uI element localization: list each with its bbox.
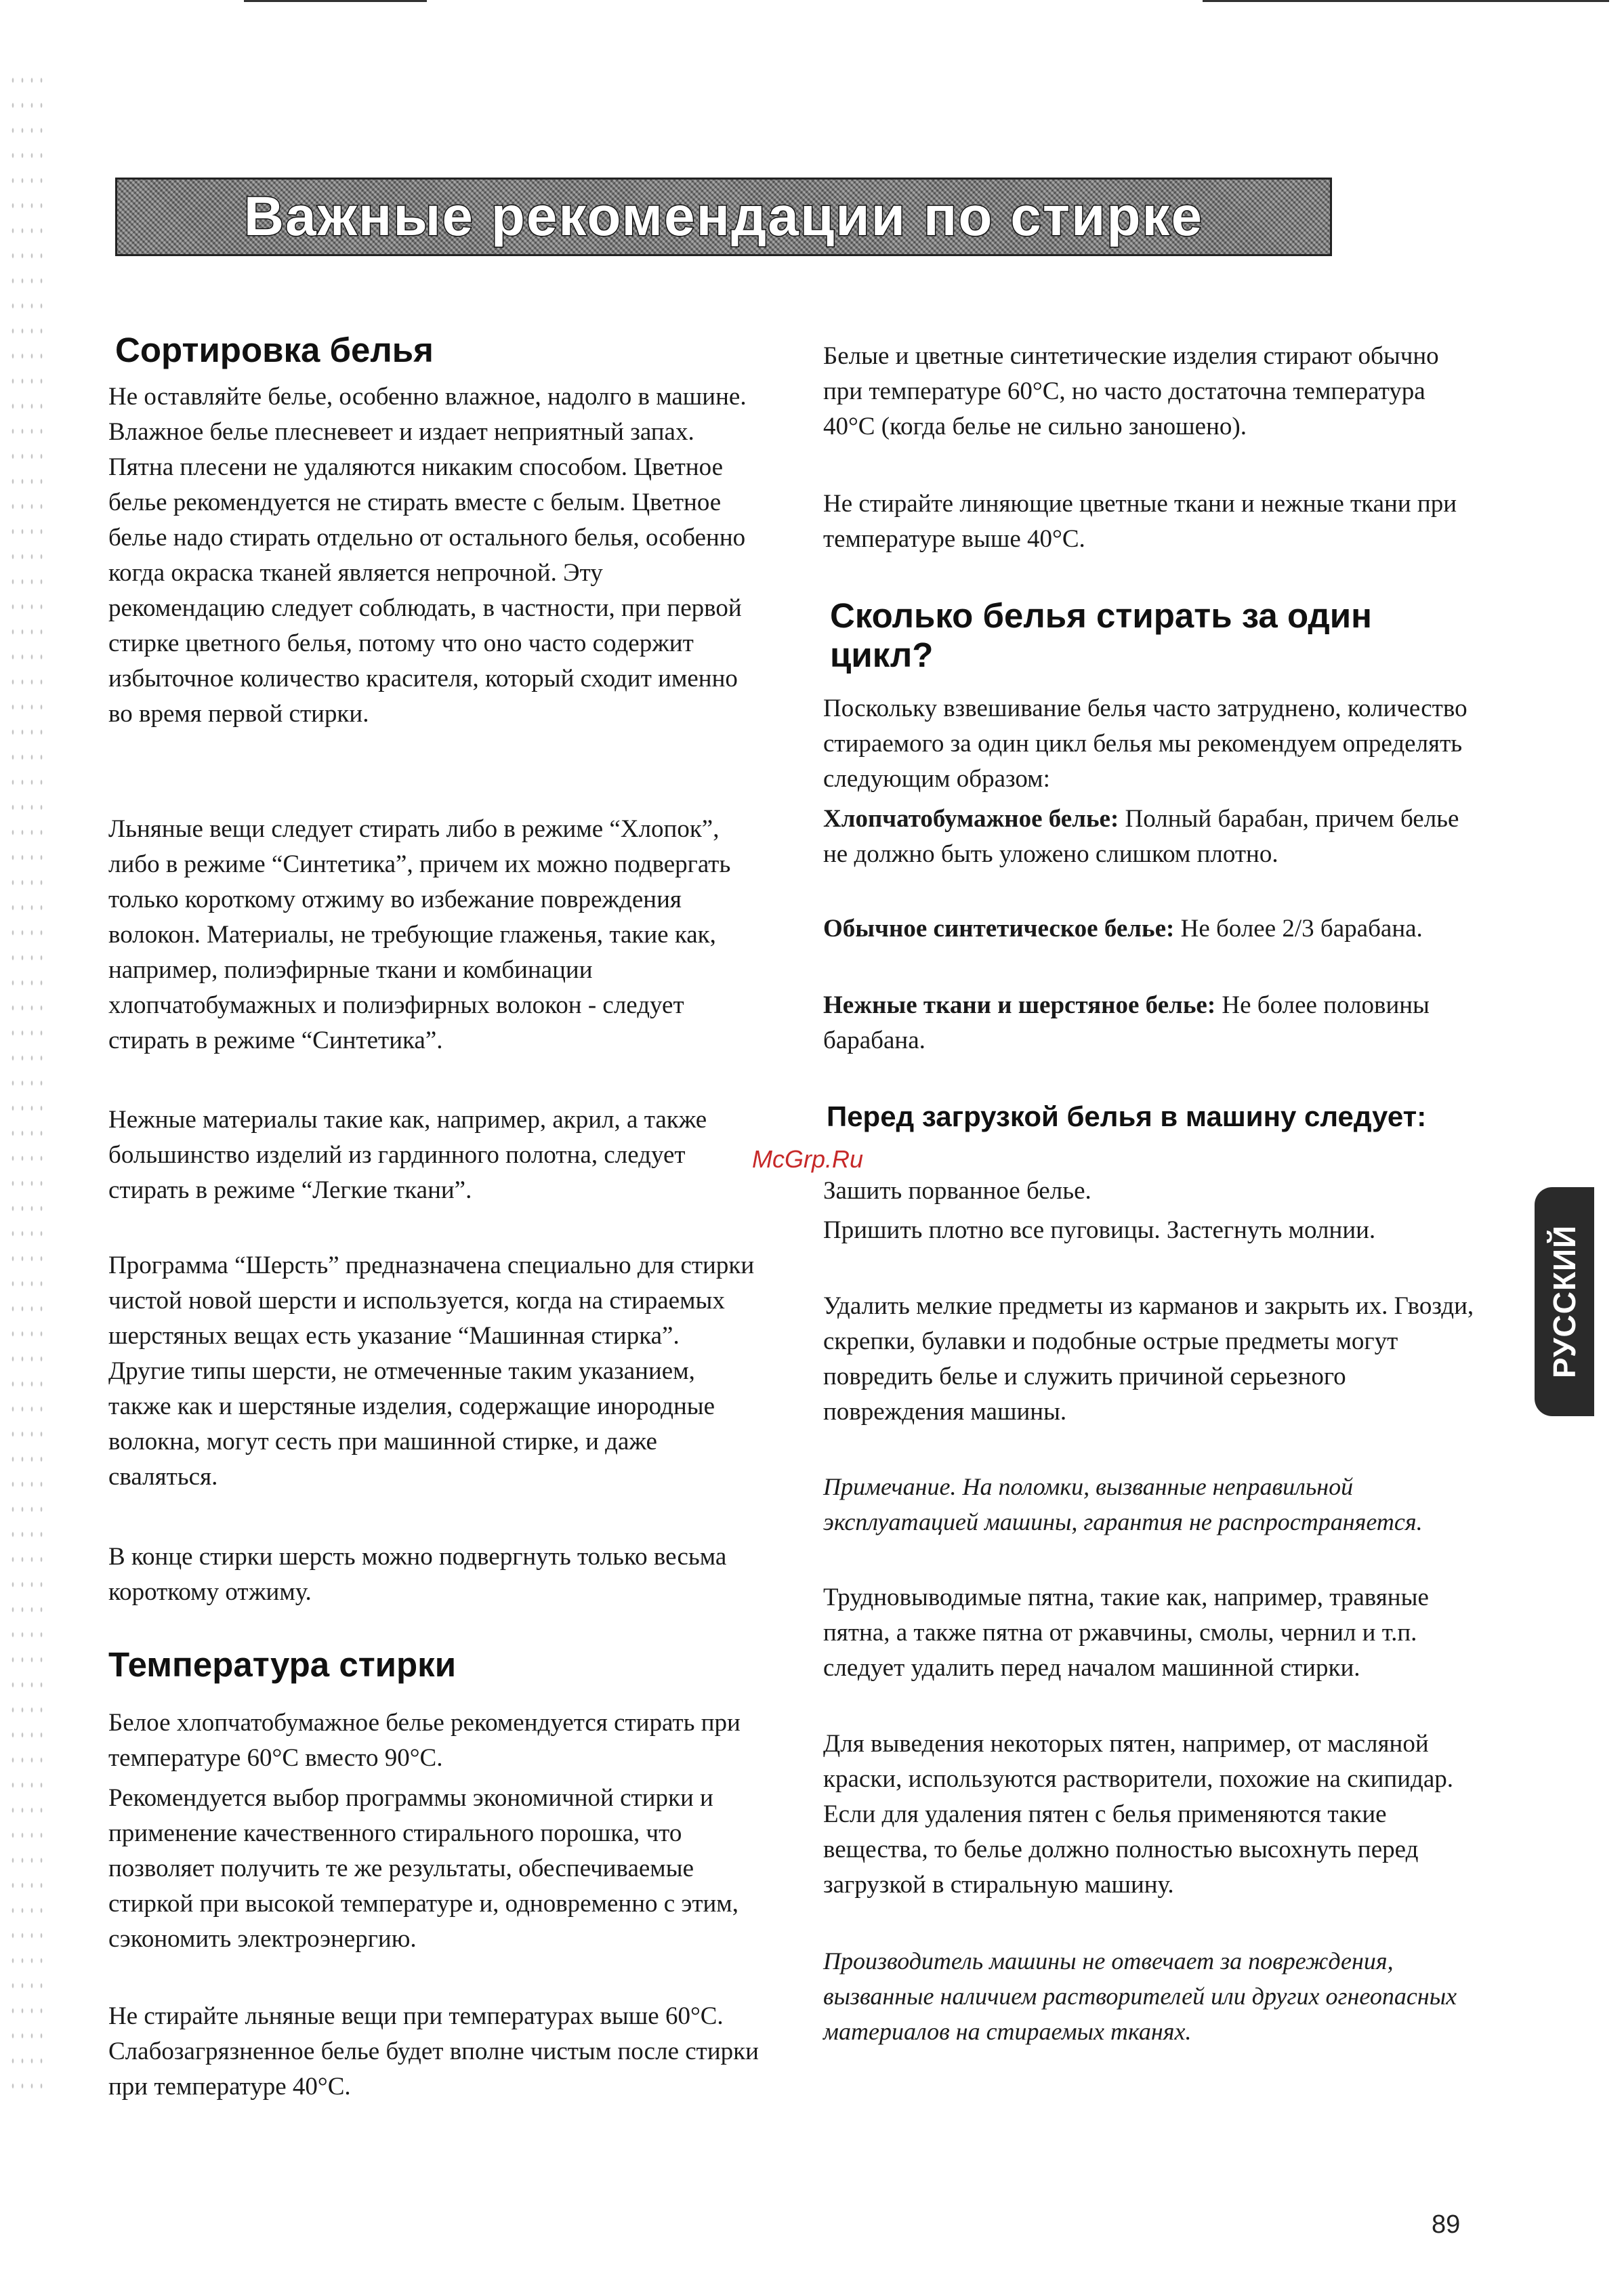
load-item-synthetic-label: Обычное синтетическое белье: [823,915,1175,943]
temperature-paragraph-1: Белое хлопчатобумажное белье рекомендуется стирать при температуре 60°С вместо 90°С. [108,1709,741,1772]
load-item-delicate [823,988,1480,1058]
title-banner [115,178,1332,256]
before-loading-paragraph-1: Зашить порванное белье. [823,1177,1091,1205]
load-item-cotton-text: Полный барабан, причем белье не должно быть уложено слишком плотно. [823,805,1459,868]
top-rule-right [1203,0,1609,2]
warranty-note: Примечание. На поломки, вызванные неправильной эксплуатацией машины, гарантия не распространяется. [823,1473,1423,1535]
section-heading-before-loading: Перед загрузкой белья в машину следует: [827,1100,1427,1132]
load-item-synthetic-text: Не более 2/3 барабана. [1174,915,1423,943]
sorting-paragraph-4: Программа “Шерсть” предназначена специально для стирки чистой новой шерсти и используется, когда на стираемых шерстяных вещах есть указание “Машинная стирка”. Другие типы шерсти, не отмеченные таким указанием, также как и шерстяные изделия, содержащие инородные волокна, могут сесть при машинной стирке, и даже сваляться. [108,1252,755,1491]
manufacturer-note: Производитель машины не отвечает за повреждения, вызванные наличием растворителей или других огнеопасных материалов на стираемых тканях. [823,1947,1457,2045]
page-number: 89 [1432,2210,1461,2239]
load-item-cotton-label: Хлопчатобумажное белье: [823,805,1119,833]
before-loading-paragraph-3: Удалить мелкие предметы из карманов и закрыть их. Гвозди, скрепки, булавки и подобные острые предметы могут повредить белье и служить причиной серьезного повреждения машины. [823,1292,1474,1426]
stain-paragraph: Трудновыводимые пятна, такие как, например, травяные пятна, а также пятна от ржавчины, смолы, чернил и т.п. следует удалить перед началом машинной стирки. [823,1584,1429,1682]
before-loading-paragraph-2: Пришить плотно все пуговицы. Застегнуть молнии. [823,1216,1376,1244]
load-item-cotton [823,802,1480,872]
section-heading-sorting: Сортировка белья [115,331,434,369]
watermark: McGrp.Ru [752,1145,864,1173]
language-tab [1535,1187,1594,1416]
load-item-synthetic [823,911,1480,947]
temperature-paragraph-2: Рекомендуется выбор программы экономичной стирки и применение качественного стирального порошка, что позволяет получить те же результаты, обеспечиваемые стиркой при высокой температуре и, одновременно с этим, сэкономить электроэнергию. [108,1784,738,1953]
synthetics-paragraph: Белые и цветные синтетические изделия стирают обычно при температуре 60°С, но часто достаточна температура 40°С (когда белье не сильно заношено). [823,342,1439,440]
sorting-paragraph-1: Не оставляйте белье, особенно влажное, надолго в машине. Влажное белье плесневеет и издает неприятный запах. Пятна плесени не удаляются никаким способом. Цветное белье рекомендуется не стирать вместе с белым. Цветное белье надо стирать отдельно от остального белья, особенно когда окраска тканей является непрочной. Эту рекомендацию следует соблюдать, в частности, при первой стирке цветного белья, потому что оно часто содержит избыточное количество красителя, который сходит именно во время первой стирки. [108,383,747,728]
load-intro-paragraph: Поскольку взвешивание белья часто затруднено, количество стираемого за один цикл белья мы рекомендуем определять следующим образом: [823,695,1467,793]
temperature-paragraph-3: Не стирайте льняные вещи при температурах выше 60°С. Слабозагрязненное белье будет вполне чистым после стирки при температуре 40°С. [108,2002,759,2101]
language-tab-label: РУССКИЙ [1547,1224,1582,1379]
section-heading-temperature: Температура стирки [108,1645,457,1684]
scan-edge-noise [8,68,46,2101]
load-item-delicate-text: Не более половины барабана. [823,991,1430,1054]
top-rule-left [244,0,427,2]
load-item-delicate-label: Нежные ткани и шерстяное белье: [823,991,1216,1019]
sorting-paragraph-2: Льняные вещи следует стирать либо в режиме “Хлопок”, либо в режиме “Синтетика”, причем их можно подвергать только короткому отжиму во избежание повреждения волокон. Материалы, не требующие глаженья, такие как, например, полиэфирные ткани и комбинации хлопчатобумажных и полиэфирных волокон - следует стирать в режиме “Синтетика”. [108,815,731,1054]
sorting-paragraph-3: Нежные материалы такие как, например, акрил, а также большинство изделий из гардинного полотна, следует стирать в режиме “Легкие ткани”. [108,1106,707,1204]
sorting-paragraph-5: В конце стирки шерсть можно подвергнуть только весьма короткому отжиму. [108,1543,727,1606]
page-title: Важные рекомендации по стирке [243,186,1204,247]
fading-fabrics-paragraph: Не стирайте линяющие цветные ткани и нежные ткани при температуре выше 40°С. [823,490,1457,553]
solvent-paragraph: Для выведения некоторых пятен, например, от масляной краски, используются растворители, похожие на скипидар. Если для удаления пятен с белья применяются такие вещества, то белье должно полностью высохнуть перед загрузкой в стиральную машину. [823,1730,1454,1899]
section-heading-load: Сколько белья стирать за один цикл? [830,596,1372,674]
